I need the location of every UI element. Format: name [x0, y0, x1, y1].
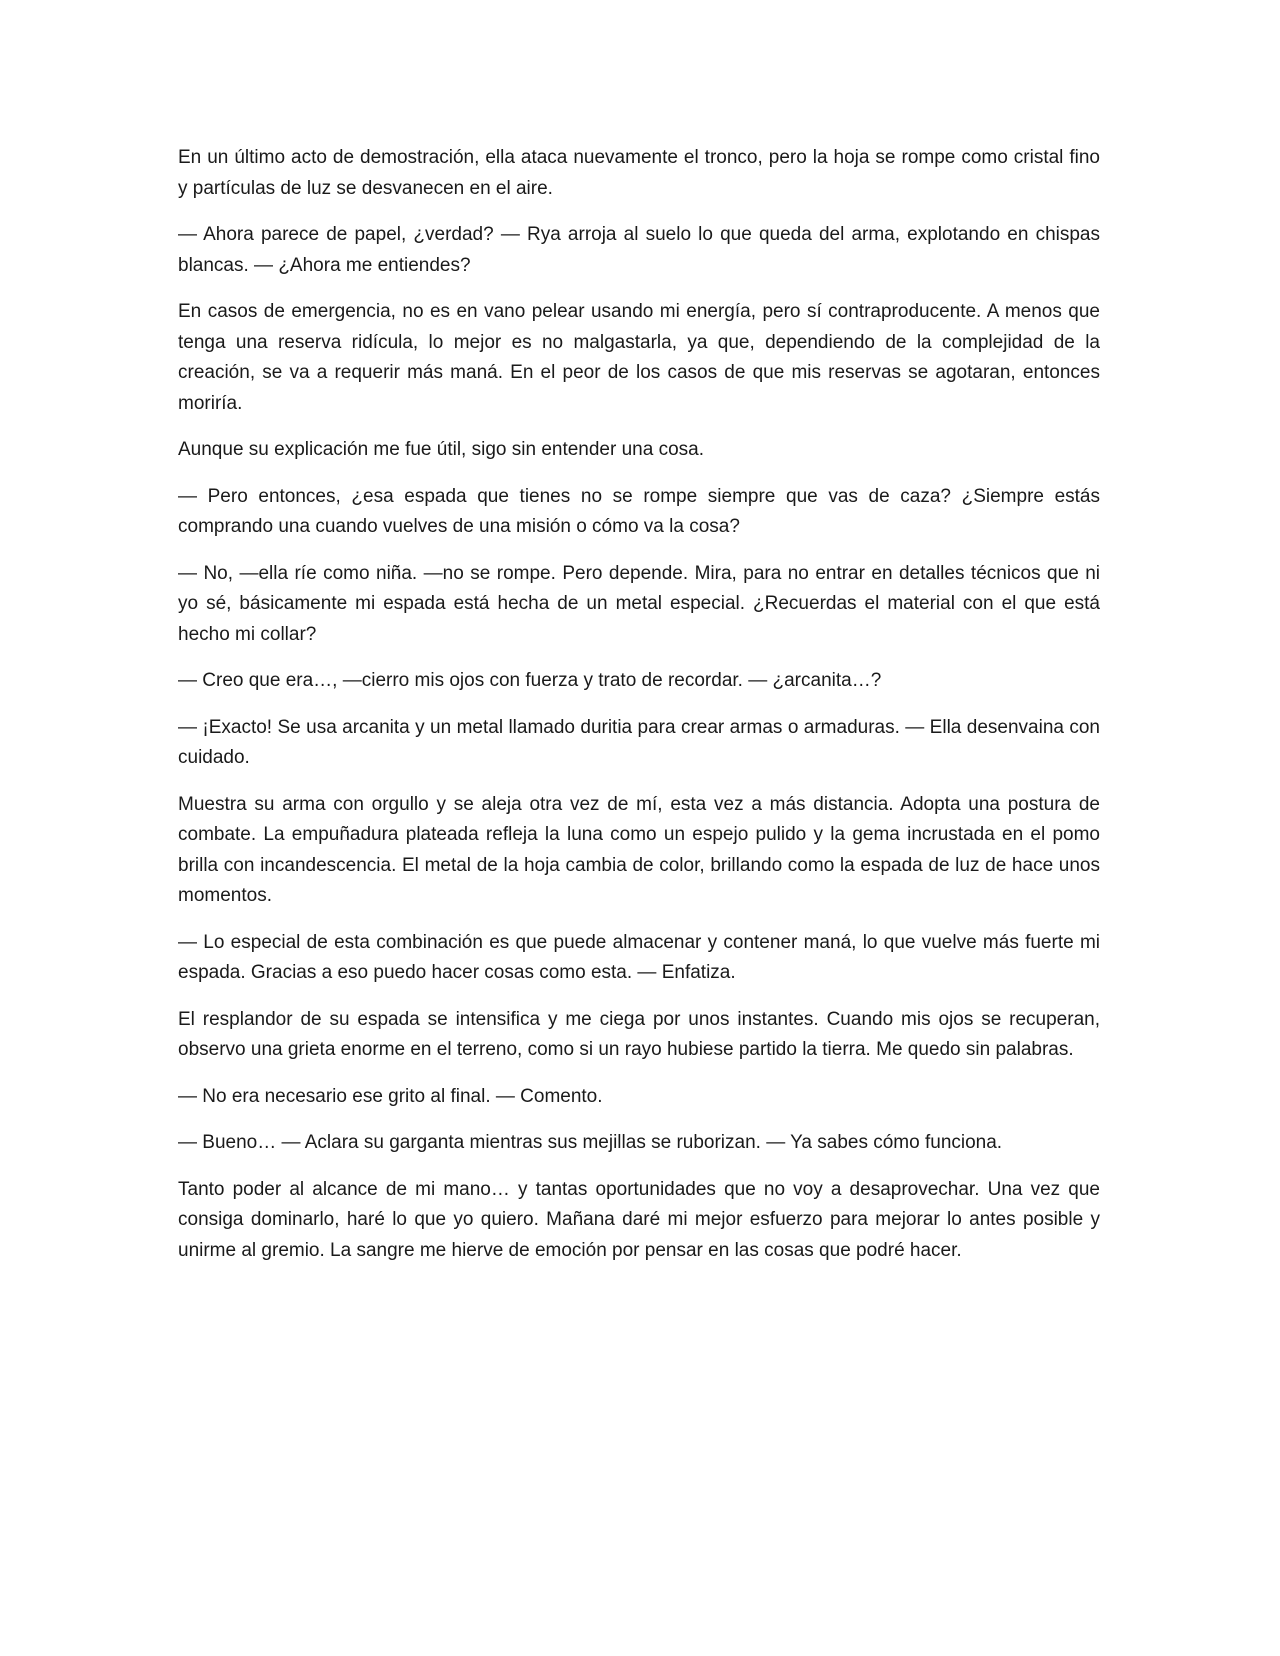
paragraph-5: — Pero entonces, ¿esa espada que tienes no se rompe siempre que vas de caza? ¿Siempre estás comprando una cuando vuelves de una misión o cómo va la cosa?: [178, 485, 1100, 537]
paragraph-3: En casos de emergencia, no es en vano pelear usando mi energía, pero sí contraproducente. A menos que tenga una reserva ridícula, lo mejor es no malgastarla, ya que, dependiendo de la complejidad de la creación, se va a requerir más maná. En el peor de los casos de que mis reservas se agotaran, entonces moriría.: [178, 301, 1100, 414]
paragraph-8: — ¡Exacto! Se usa arcanita y un metal llamado duritia para crear armas o armaduras. — Ella desenvaina con cuidado.: [178, 716, 1100, 768]
paragraph-4: Aunque su explicación me fue útil, sigo sin entender una cosa.: [178, 439, 704, 460]
paragraph-2: — Ahora parece de papel, ¿verdad? — Rya arroja al suelo lo que queda del arma, explotando en chispas blancas. — ¿Ahora me entiendes?: [178, 224, 1100, 276]
paragraph-7: — Creo que era…, —cierro mis ojos con fuerza y trato de recordar. — ¿arcanita…?: [178, 670, 882, 691]
paragraph-9: Muestra su arma con orgullo y se aleja otra vez de mí, esta vez a más distancia. Adopta una postura de combate. La empuñadura plateada refleja la luna como un espejo pulido y la gema incrustada en el pomo brilla con incandescencia. El metal de la hoja cambia de color, brillando como la espada de luz de hace unos momentos.: [178, 793, 1100, 906]
paragraph-6: — No, —ella ríe como niña. —no se rompe. Pero depende. Mira, para no entrar en detalles técnicos que ni yo sé, básicamente mi espada está hecha de un metal especial. ¿Recuerdas el material con el que está hecho mi collar?: [178, 562, 1100, 645]
paragraph-13: — Bueno… — Aclara su garganta mientras sus mejillas se ruborizan. — Ya sabes cómo funciona.: [178, 1132, 1003, 1153]
paragraph-1: En un último acto de demostración, ella ataca nuevamente el tronco, pero la hoja se rompe como cristal fino y partículas de luz se desvanecen en el aire.: [178, 147, 1100, 199]
document-body: [178, 143, 1100, 1282]
paragraph-11: El resplandor de su espada se intensifica y me ciega por unos instantes. Cuando mis ojos se recuperan, observo una grieta enorme en el terreno, como si un rayo hubiese partido la tierra. Me quedo sin palabras.: [178, 1008, 1100, 1060]
paragraph-14: Tanto poder al alcance de mi mano… y tantas oportunidades que no voy a desaprovechar. Una vez que consiga dominarlo, haré lo que yo quiero. Mañana daré mi mejor esfuerzo para mejorar lo antes posible y unirme al gremio. La sangre me hierve de emoción por pensar en las cosas que podré hacer.: [178, 1178, 1100, 1261]
paragraph-12: — No era necesario ese grito al final. — Comento.: [178, 1085, 603, 1107]
paragraph-10: — Lo especial de esta combinación es que puede almacenar y contener maná, lo que vuelve más fuerte mi espada. Gracias a eso puedo hacer cosas como esta. — Enfatiza.: [178, 931, 1100, 983]
